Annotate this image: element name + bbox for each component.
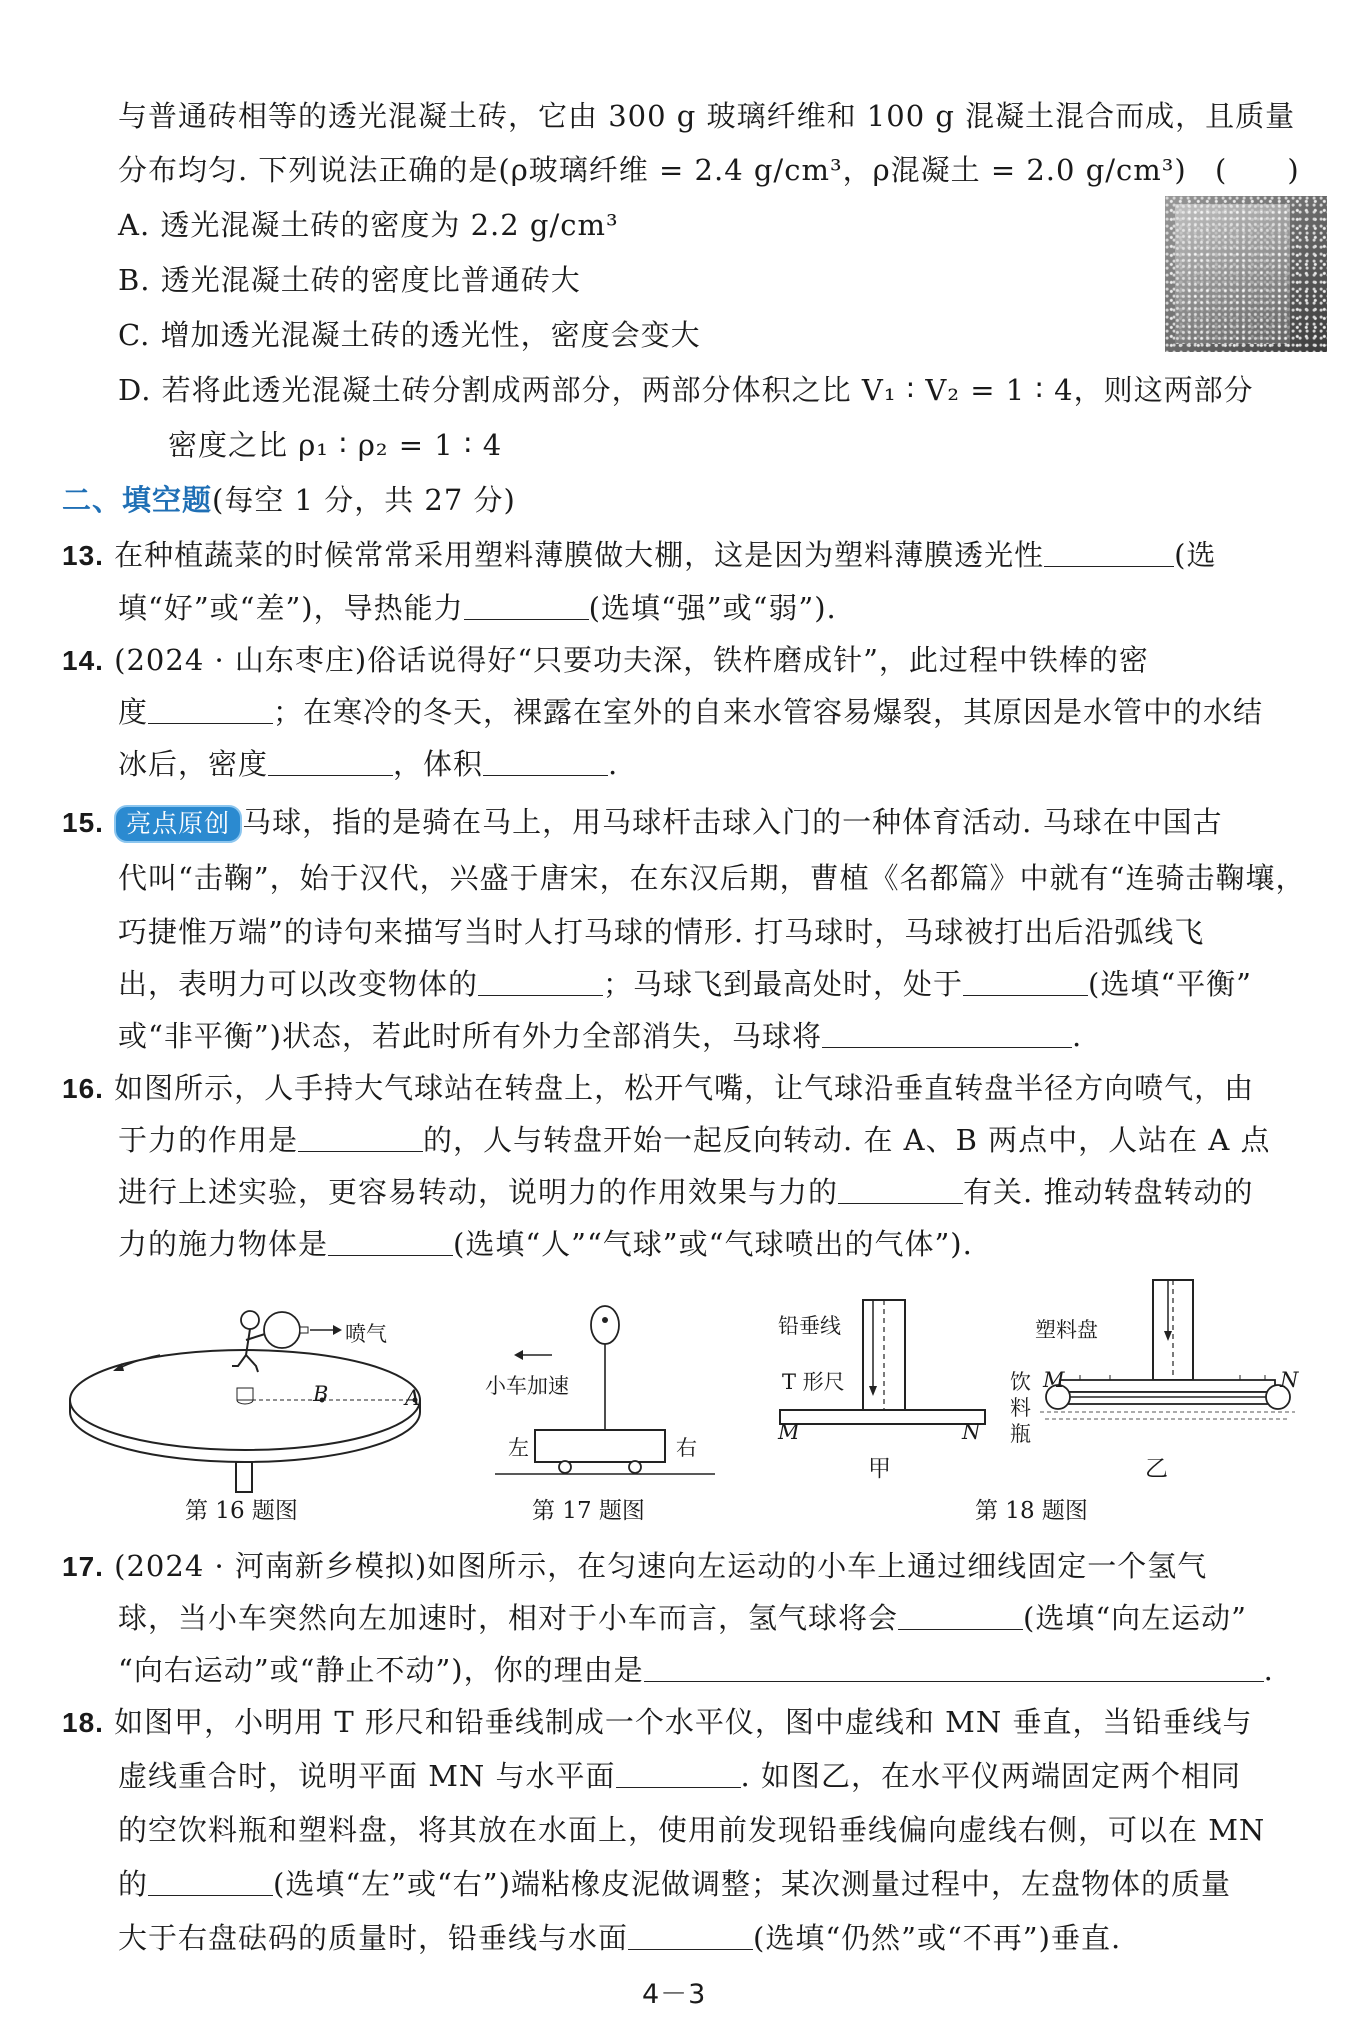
figure-18-caption: 第 18 题图	[975, 1498, 1088, 1524]
figure-17-caption: 第 17 题图	[532, 1498, 645, 1524]
q17-number: 17.	[62, 1551, 104, 1582]
q14-number: 14.	[62, 645, 104, 676]
q14-text-3c: .	[608, 747, 619, 781]
q14-text-3a: 冰后，密度	[118, 747, 269, 781]
q18-text-4a: 的	[118, 1867, 149, 1901]
q18-line4	[118, 1864, 1231, 1904]
q12-option-b: B. 透光混凝土砖的密度比普通砖大	[118, 263, 581, 297]
highlight-original-badge: 亮点原创	[114, 805, 242, 843]
cart-left-label: 左	[508, 1436, 529, 1460]
q16-text-2a: 于力的作用是	[118, 1123, 299, 1157]
q18-text-2b: . 如图乙，在水平仪两端固定两个相同	[740, 1759, 1241, 1793]
q17-line2	[118, 1598, 1247, 1638]
q13-line2	[118, 588, 837, 628]
yi-n-label: N	[1280, 1368, 1299, 1392]
cart-wheel-left	[559, 1461, 571, 1473]
water-surface	[1040, 1412, 1295, 1419]
q13-text-2a: 填“好”或“差”)，导热能力	[118, 591, 464, 625]
q13-blank-2[interactable]	[464, 589, 589, 620]
q17-text-2b: (选填“向左运动”	[1023, 1601, 1247, 1635]
q16-line1	[62, 1068, 1254, 1109]
q15-text-5b: .	[1071, 1019, 1083, 1053]
q14-blank-1[interactable]	[148, 693, 273, 724]
q16-line2	[118, 1120, 1271, 1160]
q16-text-3b: 有关. 推动转盘转动的	[963, 1175, 1254, 1209]
tray-plate	[1060, 1380, 1275, 1392]
q14-text-1: (2024 · 山东枣庄)俗话说得好“只要功夫深，铁杵磨成针”，此过程中铁棒的密	[114, 643, 1149, 677]
q15-blank-3[interactable]	[822, 1017, 1072, 1048]
yi-m-label: M	[1043, 1368, 1065, 1392]
q18-blank-3[interactable]	[628, 1919, 753, 1950]
q18-line1	[62, 1702, 1252, 1743]
q18-line5	[118, 1918, 1121, 1958]
q18-line3: 的空饮料瓶和塑料盘，将其放在水面上，使用前发现铅垂线偏向虚线右侧，可以在 MN	[118, 1813, 1266, 1847]
point-b-label: B	[313, 1382, 329, 1406]
q16-line4	[118, 1224, 973, 1264]
q15-line3: 巧捷惟万端”的诗句来描写当时人打马球的情形. 打马球时，马球被打出后沿弧线飞	[118, 915, 1205, 949]
brick-front-face	[1175, 204, 1290, 344]
concrete-brick-photo	[1165, 196, 1327, 352]
q13-text-2b: (选填“强”或“弱”).	[588, 591, 837, 625]
section-note: (每空 1 分，共 27 分)	[212, 483, 516, 517]
q16-text-1: 如图所示，人手持大气球站在转盘上，松开气嘴，让气球沿垂直转盘半径方向喷气，由	[114, 1071, 1255, 1105]
cart-body	[535, 1430, 665, 1462]
q12-option-d-line1: D. 若将此透光混凝土砖分割成两部分，两部分体积之比 V₁ ∶ V₂ = 1 ∶ 4，则这两部分	[118, 373, 1254, 407]
q15-line2: 代叫“击鞠”，始于汉代，兴盛于唐宋，在东汉后期，曹植《名都篇》中就有“连骑击鞠壤，	[118, 861, 1306, 895]
q13-text-1b: (选	[1174, 538, 1217, 572]
q17-text-3a: “向右运动”或“静止不动”)，你的理由是	[118, 1653, 644, 1687]
q17-text-1: (2024 · 河南新乡模拟)如图所示，在匀速向左运动的小车上通过细线固定一个氢气	[114, 1549, 1208, 1583]
tray-label: 塑料盘	[1035, 1318, 1098, 1342]
q18-blank-1[interactable]	[616, 1757, 741, 1788]
q18-line2	[118, 1756, 1241, 1796]
q18-text-5a: 大于右盘砝码的质量时，铅垂线与水面	[118, 1921, 629, 1955]
q13-line1	[62, 535, 1217, 576]
level-base	[1065, 1392, 1270, 1404]
jia-label: 甲	[868, 1456, 891, 1482]
page-number: 4－3	[642, 1979, 707, 2010]
q16-blank-3[interactable]	[328, 1225, 453, 1256]
spray-label: 喷气	[345, 1322, 387, 1346]
q14-line3	[118, 744, 618, 784]
point-a-label: A	[405, 1386, 421, 1410]
q17-text-3b: .	[1263, 1653, 1274, 1687]
q16-blank-1[interactable]	[298, 1121, 423, 1152]
q13-blank-1[interactable]	[1044, 536, 1174, 567]
plumb-label: 铅垂线	[778, 1314, 841, 1338]
q15-text-5a: 或“非平衡”)状态，若此时所有外力全部消失，马球将	[118, 1019, 822, 1053]
q14-line1	[62, 640, 1149, 681]
figure-16-caption: 第 16 题图	[185, 1498, 298, 1524]
q16-blank-2[interactable]	[838, 1173, 963, 1204]
q15-text-4b: ；马球飞到最高处时，处于	[603, 967, 964, 1001]
q17-blank-2[interactable]	[644, 1651, 1264, 1682]
q15-text-1: 马球，指的是骑在马上，用马球杆击球入门的一种体育活动. 马球在中国古	[242, 805, 1223, 839]
q18-number: 18.	[62, 1707, 104, 1738]
q14-line2	[118, 692, 1263, 732]
q14-blank-3[interactable]	[483, 745, 608, 776]
accel-arrow	[514, 1350, 523, 1360]
q15-blank-1[interactable]	[478, 965, 603, 996]
q16-text-3a: 进行上述实验，更容易转动，说明力的作用效果与力的	[118, 1175, 839, 1209]
q15-line5	[118, 1016, 1082, 1056]
bottle-label-1: 饮	[1010, 1370, 1031, 1394]
q16-line3	[118, 1172, 1253, 1212]
hydrogen-balloon	[591, 1306, 619, 1344]
q17-blank-1[interactable]	[898, 1599, 1023, 1630]
q18-text-2a: 虚线重合时，说明平面 MN 与水平面	[118, 1759, 616, 1793]
accel-label: 小车加速	[485, 1374, 569, 1398]
section-title: 二、填空题	[62, 483, 213, 517]
q15-blank-2[interactable]	[963, 965, 1088, 996]
turntable-axle	[236, 1462, 252, 1492]
jia-m-label: M	[778, 1420, 800, 1444]
q14-text-2a: 度	[118, 695, 149, 729]
q15-text-4c: (选填“平衡”	[1088, 967, 1252, 1001]
q12-option-d-line2: 密度之比 ρ₁ ∶ ρ₂ = 1 ∶ 4	[168, 428, 503, 462]
bottle-label-3: 瓶	[1010, 1422, 1031, 1446]
jia-n-label: N	[962, 1420, 981, 1444]
q17-line3	[118, 1650, 1274, 1690]
bottle-label-2: 料	[1010, 1396, 1031, 1420]
person-head	[241, 1311, 259, 1329]
q18-text-4b: (选填“左”或“右”)端粘橡皮泥做调整；某次测量过程中，左盘物体的质量	[273, 1867, 1231, 1901]
cart-wheel-right	[629, 1461, 641, 1473]
q14-text-3b: ，体积	[393, 747, 484, 781]
q15-text-4a: 出，表明力可以改变物体的	[118, 967, 479, 1001]
q15-line4	[118, 964, 1252, 1004]
q17-line1	[62, 1546, 1207, 1587]
tsquare-label: T 形尺	[782, 1370, 845, 1394]
q14-text-2b: ；在寒冷的冬天，裸露在室外的自来水管容易爆裂，其原因是水管中的水结	[273, 695, 1264, 729]
q12-answer-bracket: ( )	[1215, 153, 1300, 187]
section-heading	[62, 480, 516, 520]
cart-right-label: 右	[676, 1436, 697, 1460]
q13-number: 13.	[62, 540, 104, 571]
q13-text-1a: 在种植蔬菜的时候常常采用塑料薄膜做大棚，这是因为塑料薄膜透光性	[114, 538, 1045, 572]
q16-text-4a: 力的施力物体是	[118, 1227, 329, 1261]
yi-label: 乙	[1145, 1456, 1168, 1482]
q18-text-5b: (选填“仍然”或“不再”)垂直.	[753, 1921, 1122, 1955]
q16-number: 16.	[62, 1073, 104, 1104]
q16-text-2b: 的，人与转盘开始一起反向转动. 在 A、B 两点中，人站在 A 点	[423, 1123, 1271, 1157]
q18-blank-2[interactable]	[148, 1865, 273, 1896]
q15-line1	[62, 802, 1223, 843]
q16-text-4b: (选填“人”“气球”或“气球喷出的气体”).	[453, 1227, 973, 1261]
q12-line2: 分布均匀. 下列说法正确的是(ρ玻璃纤维 = 2.4 g/cm³，ρ混凝土 = 2.0 g/cm³)	[118, 153, 1187, 187]
q17-text-2a: 球，当小车突然向左加速时，相对于小车而言，氢气球将会	[118, 1601, 899, 1635]
q14-blank-2[interactable]	[268, 745, 393, 776]
q12-option-c: C. 增加透光混凝土砖的透光性，密度会变大	[118, 318, 701, 352]
t-square-base	[780, 1410, 985, 1424]
q18-text-1: 如图甲，小明用 T 形尺和铅垂线制成一个水平仪，图中虚线和 MN 垂直，当铅垂线与	[114, 1705, 1253, 1739]
q12-line1: 与普通砖相等的透光混凝土砖，它由 300 g 玻璃纤维和 100 g 混凝土混合而成，且质量	[118, 99, 1296, 133]
q12-option-a: A. 透光混凝土砖的密度为 2.2 g/cm³	[118, 208, 619, 242]
figure-18-yi-floating-level	[1010, 1275, 1310, 1450]
balloon	[264, 1312, 300, 1348]
q15-number: 15.	[62, 807, 104, 838]
